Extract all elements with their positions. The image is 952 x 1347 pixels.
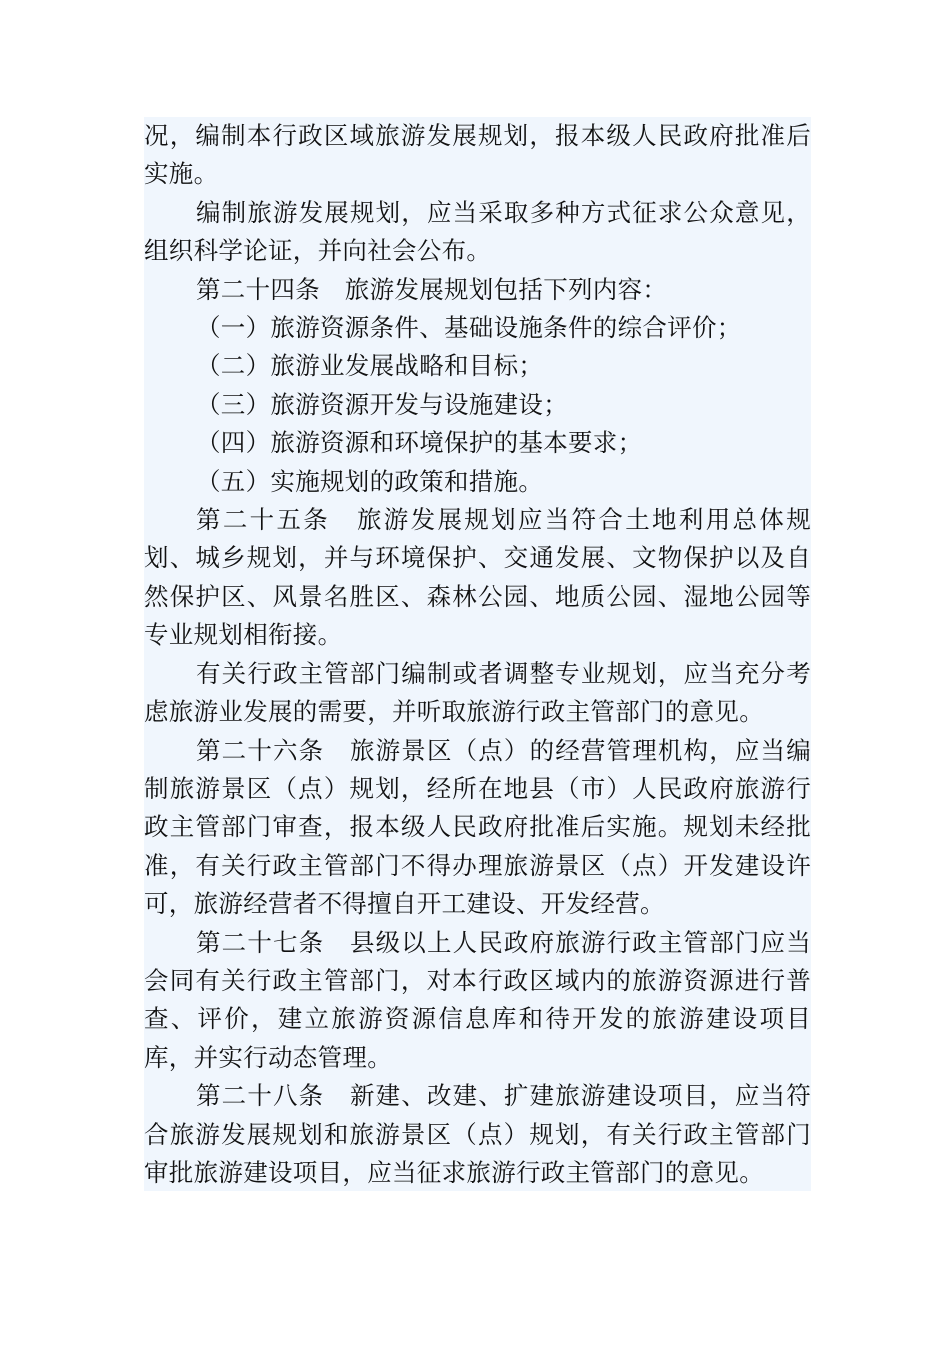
- document-text-block: [144, 117, 811, 1191]
- article-27: 第二十七条 县级以上人民政府旅游行政主管部门应当会同有关行政主管部门，对本行政区域内的旅游资源进行普查、评价，建立旅游资源信息库和待开发的旅游建设项目库，并实行动态管理。: [144, 927, 811, 1072]
- article-25-paragraph-2: 有关行政主管部门编制或者调整专业规划，应当充分考虑旅游业发展的需要，并听取旅游行政主管部门的意见。: [144, 658, 811, 727]
- article-24-item-3: （三）旅游资源开发与设施建设；: [196, 389, 568, 419]
- paragraph-planning-consultation: 编制旅游发展规划，应当采取多种方式征求公众意见，组织科学论证，并向社会公布。: [144, 197, 811, 266]
- paragraph-continuation: 况，编制本行政区域旅游发展规划，报本级人民政府批准后实施。: [144, 121, 811, 189]
- article-25: 第二十五条 旅游发展规划应当符合土地利用总体规划、城乡规划，并与环境保护、交通发展、文物保护以及自然保护区、风景名胜区、森林公园、地质公园、湿地公园等专业规划相衔接。: [144, 505, 811, 650]
- article-24-item-5: （五）实施规划的政策和措施。: [196, 466, 544, 496]
- article-24-item-1: （一）旅游资源条件、基础设施条件的综合评价；: [196, 313, 742, 343]
- article-26: 第二十六条 旅游景区（点）的经营管理机构，应当编制旅游景区（点）规划，经所在地县（市）人民政府旅游行政主管部门审查，报本级人民政府批准后实施。规划未经批准，有关行政主管部门不得办理旅游景区（点）开发建设许可，旅游经营者不得擅自开工建设、开发经营。: [144, 735, 811, 919]
- article-24-item-4: （四）旅游资源和环境保护的基本要求；: [196, 428, 643, 458]
- article-28: 第二十八条 新建、改建、扩建旅游建设项目，应当符合旅游发展规划和旅游景区（点）规划，有关行政主管部门审批旅游建设项目，应当征求旅游行政主管部门的意见。: [144, 1081, 811, 1187]
- article-24-heading: 第二十四条 旅游发展规划包括下列内容：: [196, 274, 668, 304]
- article-24-item-2: （二）旅游业发展战略和目标；: [196, 351, 544, 381]
